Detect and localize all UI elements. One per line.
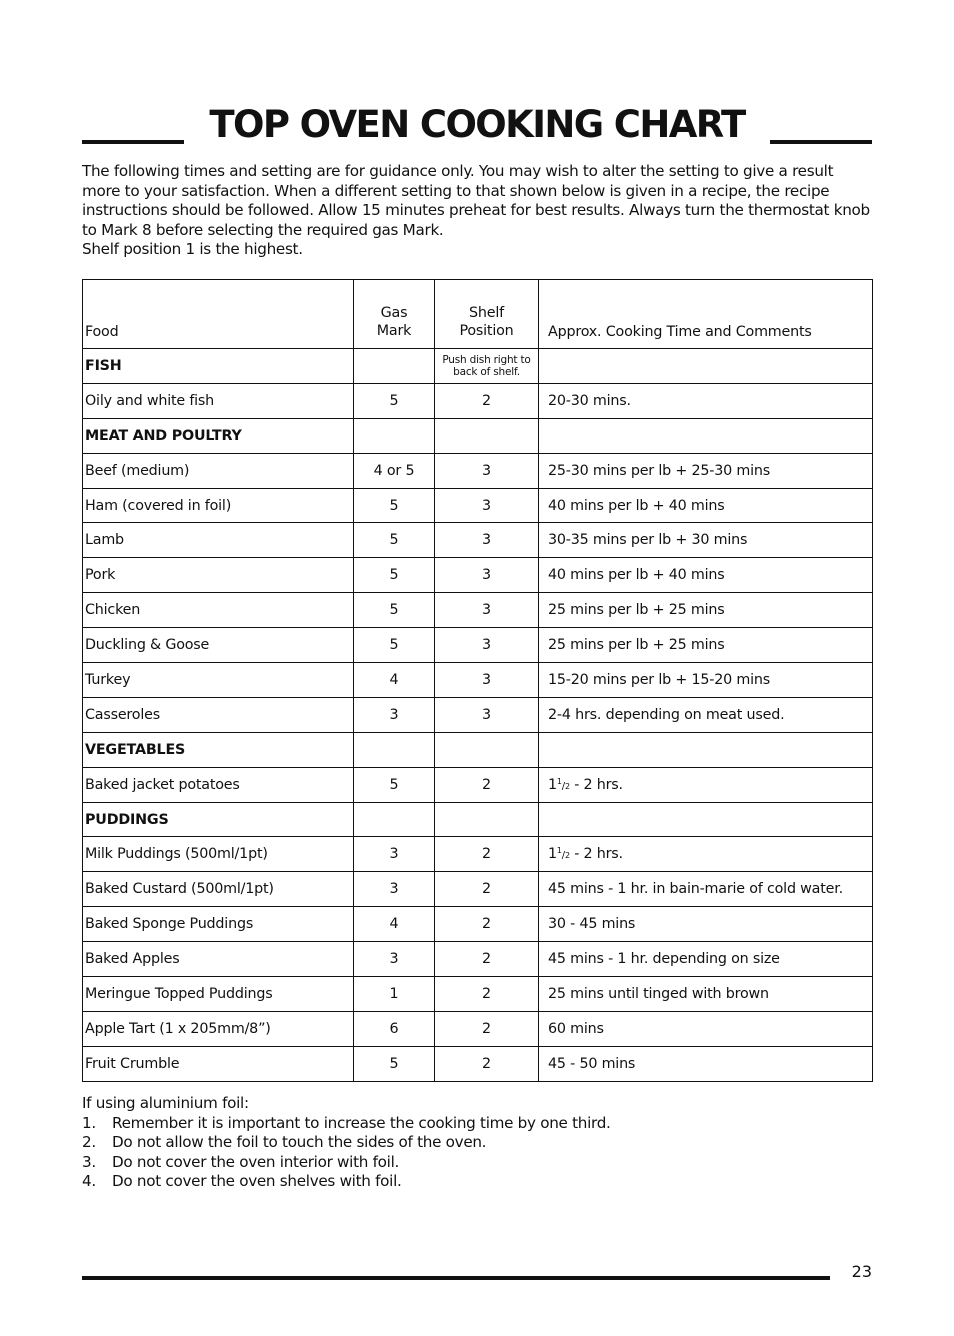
table-row <box>83 837 873 872</box>
table-header-row <box>83 280 873 349</box>
cell-gas-mark: 5 <box>354 523 435 558</box>
cell-cooking-time: 45 mins - 1 hr. depending on size <box>539 942 873 977</box>
foil-item-text: Do not cover the oven interior with foil. <box>112 1152 400 1171</box>
header-gas-line1: Gas <box>380 305 408 321</box>
cell-gas-mark: 3 <box>354 697 435 732</box>
cell-gas-mark: 1 <box>354 977 435 1012</box>
cell-food: Oily and white fish <box>83 383 354 418</box>
cell-food: Meringue Topped Puddings <box>83 977 354 1012</box>
cell-shelf-position: 2 <box>435 1046 539 1081</box>
cell-shelf-position <box>435 349 539 384</box>
foil-instructions <box>82 1094 872 1192</box>
cell-shelf-position: 2 <box>435 1011 539 1046</box>
cell-cooking-time: 30-35 mins per lb + 30 mins <box>539 523 873 558</box>
table-row <box>83 942 873 977</box>
cell-gas-mark <box>354 418 435 453</box>
cell-cooking-time: 40 mins per lb + 40 mins <box>539 488 873 523</box>
cell-food: Ham (covered in foil) <box>83 488 354 523</box>
cell-shelf-position: 2 <box>435 977 539 1012</box>
header-shelf-line1: Shelf <box>469 305 504 321</box>
cell-cooking-time <box>539 802 873 837</box>
cell-food: Baked Apples <box>83 942 354 977</box>
fraction-numerator: 1 <box>556 776 562 786</box>
foil-item-number: 2. <box>82 1133 96 1151</box>
cell-cooking-time: 25 mins per lb + 25 mins <box>539 628 873 663</box>
cell-cooking-time: 45 mins - 1 hr. in bain-marie of cold water. <box>539 872 873 907</box>
cell-cooking-time <box>539 349 873 384</box>
cell-gas-mark: 4 or 5 <box>354 453 435 488</box>
fraction-slash: / <box>561 780 565 792</box>
cell-cooking-time: 45 - 50 mins <box>539 1046 873 1081</box>
title-rule-right <box>770 140 872 144</box>
cell-cooking-time: 25 mins per lb + 25 mins <box>539 593 873 628</box>
table-section-row <box>83 802 873 837</box>
cell-cooking-time: 20-30 mins. <box>539 383 873 418</box>
cell-gas-mark: 5 <box>354 767 435 802</box>
cell-food: Baked Custard (500ml/1pt) <box>83 872 354 907</box>
table-row <box>83 767 873 802</box>
shelf-note: Push dish right to back of shelf. <box>442 353 531 378</box>
cell-food: Pork <box>83 558 354 593</box>
fraction-whole: 1 <box>548 776 557 793</box>
cell-gas-mark: 5 <box>354 1046 435 1081</box>
header-shelf-line2: Position <box>459 323 514 339</box>
cell-shelf-position <box>435 732 539 767</box>
fraction-numerator: 1 <box>556 846 562 856</box>
table-row <box>83 453 873 488</box>
table-row <box>83 383 873 418</box>
intro-paragraph: The following times and setting are for guidance only. You may wish to alter the setting to give a result more to your satisfaction. When a different setting to that shown below is given in a recipe, the recipe instructions should be followed. Allow 15 minutes preheat for best results. Always turn the thermostat knob to Mark 8 before selecting the required gas Mark. <box>82 162 870 239</box>
fraction-time <box>548 846 623 862</box>
table-section-row <box>83 732 873 767</box>
cell-shelf-position <box>435 418 539 453</box>
cell-cooking-time <box>539 767 873 802</box>
table-row <box>83 697 873 732</box>
cell-food: VEGETABLES <box>83 732 354 767</box>
cell-food: Baked Sponge Puddings <box>83 907 354 942</box>
fraction-denominator: 2 <box>564 781 570 791</box>
table-row <box>83 977 873 1012</box>
cell-food: Beef (medium) <box>83 453 354 488</box>
cell-gas-mark: 5 <box>354 383 435 418</box>
page-title: TOP OVEN COOKING CHART <box>209 103 745 146</box>
fraction-whole: 1 <box>548 846 557 863</box>
cell-shelf-position: 3 <box>435 663 539 698</box>
table-row <box>83 488 873 523</box>
cell-food: Duckling & Goose <box>83 628 354 663</box>
cell-cooking-time: 30 - 45 mins <box>539 907 873 942</box>
foil-item-number: 3. <box>82 1152 96 1171</box>
cell-cooking-time: 60 mins <box>539 1011 873 1046</box>
table-section-row <box>83 349 873 384</box>
intro-shelf-note: Shelf position 1 is the highest. <box>82 240 303 259</box>
cell-gas-mark: 5 <box>354 593 435 628</box>
cell-shelf-position: 2 <box>435 383 539 418</box>
foil-item-text: Do not allow the foil to touch the sides of the oven. <box>112 1133 487 1151</box>
fraction-slash: / <box>561 850 565 862</box>
foil-list-item <box>82 1114 872 1134</box>
cell-shelf-position: 3 <box>435 523 539 558</box>
title-block <box>82 102 872 148</box>
cell-food: Lamb <box>83 523 354 558</box>
cell-shelf-position: 3 <box>435 697 539 732</box>
cell-gas-mark <box>354 802 435 837</box>
cell-shelf-position: 3 <box>435 628 539 663</box>
cell-food: Apple Tart (1 x 205mm/8”) <box>83 1011 354 1046</box>
header-cooking-time: Approx. Cooking Time and Comments <box>539 280 873 349</box>
cell-shelf-position: 3 <box>435 593 539 628</box>
cooking-chart-table <box>82 279 873 1082</box>
cell-cooking-time <box>539 837 873 872</box>
fraction-time <box>548 777 623 793</box>
table-section-row <box>83 418 873 453</box>
cell-food: Chicken <box>83 593 354 628</box>
header-gas-mark <box>354 280 435 349</box>
header-shelf-position <box>435 280 539 349</box>
foil-list-item <box>82 1133 872 1153</box>
cell-cooking-time: 25-30 mins per lb + 25-30 mins <box>539 453 873 488</box>
table-row <box>83 1011 873 1046</box>
cell-food: Fruit Crumble <box>83 1046 354 1081</box>
foil-item-number: 1. <box>82 1113 96 1132</box>
table-row <box>83 593 873 628</box>
cell-cooking-time: 15-20 mins per lb + 15-20 mins <box>539 663 873 698</box>
table-row <box>83 1046 873 1081</box>
cell-food: Baked jacket potatoes <box>83 767 354 802</box>
cell-gas-mark: 4 <box>354 663 435 698</box>
cell-cooking-time: 40 mins per lb + 40 mins <box>539 558 873 593</box>
table-row <box>83 558 873 593</box>
cell-cooking-time <box>539 418 873 453</box>
cell-cooking-time: 2-4 hrs. depending on meat used. <box>539 697 873 732</box>
foil-intro: If using aluminium foil: <box>82 1094 249 1112</box>
fraction-rest: - 2 hrs. <box>569 776 623 793</box>
cell-gas-mark: 5 <box>354 488 435 523</box>
table-body <box>83 349 873 1082</box>
table-row <box>83 628 873 663</box>
foil-list-item <box>82 1153 872 1173</box>
foil-item-number: 4. <box>82 1172 96 1190</box>
fraction-denominator: 2 <box>564 851 570 861</box>
table-row <box>83 523 873 558</box>
cell-shelf-position: 2 <box>435 907 539 942</box>
fraction-rest: - 2 hrs. <box>569 846 623 863</box>
cell-gas-mark <box>354 732 435 767</box>
intro-text <box>82 162 872 260</box>
cell-food: Casseroles <box>83 697 354 732</box>
foil-item-text: Do not cover the oven shelves with foil. <box>112 1172 402 1190</box>
cell-shelf-position: 3 <box>435 558 539 593</box>
cell-cooking-time <box>539 732 873 767</box>
table-row <box>83 663 873 698</box>
cell-food: MEAT AND POULTRY <box>83 418 354 453</box>
cell-gas-mark: 5 <box>354 558 435 593</box>
foil-list <box>82 1114 872 1192</box>
foil-list-item <box>82 1172 872 1192</box>
cell-food: FISH <box>83 349 354 384</box>
cell-gas-mark <box>354 349 435 384</box>
table-row <box>83 872 873 907</box>
cell-gas-mark: 5 <box>354 628 435 663</box>
header-gas-line2: Mark <box>376 323 412 339</box>
cell-food: PUDDINGS <box>83 802 354 837</box>
cell-food: Turkey <box>83 663 354 698</box>
cell-shelf-position: 2 <box>435 942 539 977</box>
cell-gas-mark: 3 <box>354 837 435 872</box>
cell-gas-mark: 4 <box>354 907 435 942</box>
cell-gas-mark: 3 <box>354 942 435 977</box>
foil-item-text: Remember it is important to increase the cooking time by one third. <box>112 1113 611 1132</box>
cell-food: Milk Puddings (500ml/1pt) <box>83 837 354 872</box>
footer-rule <box>82 1276 830 1280</box>
page-number: 23 <box>851 1262 872 1281</box>
cell-shelf-position: 3 <box>435 453 539 488</box>
table-row <box>83 907 873 942</box>
cell-gas-mark: 6 <box>354 1011 435 1046</box>
cell-shelf-position: 2 <box>435 767 539 802</box>
cell-shelf-position: 3 <box>435 488 539 523</box>
header-food: Food <box>83 280 354 349</box>
cell-shelf-position <box>435 802 539 837</box>
cell-cooking-time: 25 mins until tinged with brown <box>539 977 873 1012</box>
cell-shelf-position: 2 <box>435 837 539 872</box>
cell-shelf-position: 2 <box>435 872 539 907</box>
cell-gas-mark: 3 <box>354 872 435 907</box>
